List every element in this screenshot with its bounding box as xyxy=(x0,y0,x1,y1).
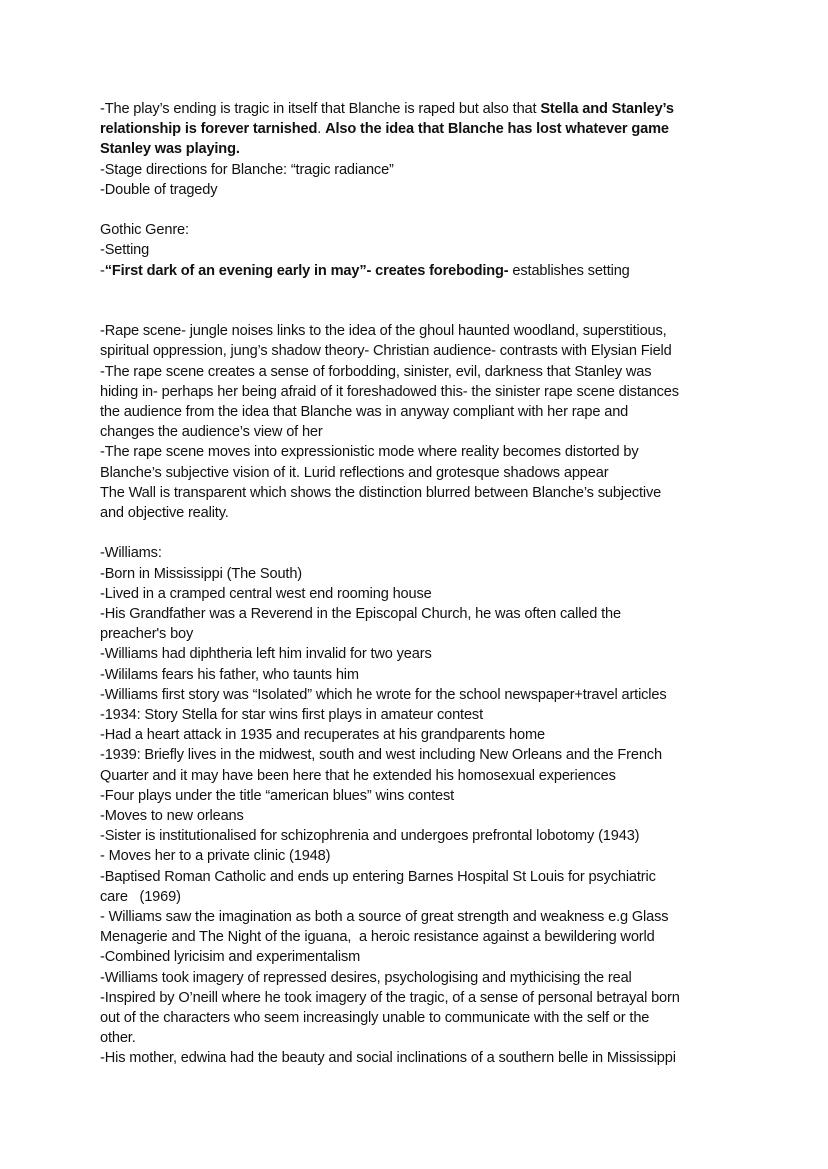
text-line: -1934: Story Stella for star wins first plays in amateur contest xyxy=(100,707,483,724)
text-run: -The play’s ending is tragic in itself that Blanche is raped but also that xyxy=(100,101,541,117)
text-line: -Combined lyricisim and experimentalism xyxy=(100,949,361,966)
gothic-section xyxy=(100,220,740,281)
ending-line-2 xyxy=(100,119,740,139)
text-line: -Born in Mississippi (The South) xyxy=(100,565,303,582)
bold-text-run: Stanley was playing. xyxy=(100,141,240,158)
blank-line xyxy=(100,281,740,301)
bold-text-run: “First dark of an evening early in may”- creates foreboding- xyxy=(104,262,509,279)
text-run: . xyxy=(317,121,326,138)
text-line: The Wall is transparent which shows the distinction blurred between Blanche’s subjective xyxy=(100,484,662,501)
text-line: the audience from the idea that Blanche was in anyway compliant with her rape and xyxy=(100,404,629,420)
blank-line xyxy=(100,301,740,321)
text-run: - xyxy=(100,262,105,279)
text-line: -Williams: xyxy=(100,545,162,562)
blank-line xyxy=(100,200,740,220)
bold-text-run: relationship is forever tarnished xyxy=(100,121,318,138)
text-line: -1939: Briefly lives in the midwest, south and west including New Orleans and the French xyxy=(100,747,662,764)
text-line: Menagerie and The Night of the iguana, a heroic resistance against a bewildering world xyxy=(100,929,655,946)
bold-text-run: Stella and Stanley’s xyxy=(540,101,674,117)
text-run: establishes setting xyxy=(508,262,630,279)
text-line: -His Grandfather was a Reverend in the Episcopal Church, he was often called the xyxy=(100,606,621,623)
text-line: -Had a heart attack in 1935 and recuperates at his grandparents home xyxy=(100,727,545,744)
text-line: - Moves her to a private clinic (1948) xyxy=(100,848,331,865)
text-line: and objective reality. xyxy=(100,505,229,522)
text-line: -Moves to new orleans xyxy=(100,808,244,825)
text-line: care (1969) xyxy=(100,888,181,905)
blank-line xyxy=(100,523,740,543)
text-line: -Williams took imagery of repressed desires, psychologising and mythicising the real xyxy=(100,969,632,986)
text-line: - Williams saw the imagination as both a source of great strength and weakness e.g Glass xyxy=(100,909,669,926)
text-line: out of the characters who seem increasingly unable to communicate with the self or the xyxy=(100,1010,650,1027)
text-line: Blanche’s subjective vision of it. Lurid reflections and grotesque shadows appear xyxy=(100,464,609,481)
ending-line-3 xyxy=(100,139,740,159)
setting-line: -Setting xyxy=(100,242,150,259)
text-line: -His mother, edwina had the beauty and social inclinations of a southern belle in Mississippi xyxy=(100,1050,676,1067)
text-line: -Four plays under the title “american blues” wins contest xyxy=(100,787,455,804)
text-line: -Sister is institutionalised for schizophrenia and undergoes prefrontal lobotomy (1943) xyxy=(100,828,640,845)
text-line: hiding in- perhaps her being afraid of it foreshadowed this- the sinister rape scene distances xyxy=(100,383,679,400)
text-line: -Williams first story was “Isolated” which he wrote for the school newspaper+travel articles xyxy=(100,686,667,703)
text-line: other. xyxy=(100,1030,136,1047)
quote-line xyxy=(100,261,740,281)
text-line: preacher's boy xyxy=(100,626,194,643)
text-line: Quarter and it may have been here that he extended his homosexual experiences xyxy=(100,767,616,784)
text-line: -Rape scene- jungle noises links to the idea of the ghoul haunted woodland, superstitious, xyxy=(100,323,667,340)
text-line: -Baptised Roman Catholic and ends up entering Barnes Hospital St Louis for psychiatric xyxy=(100,868,656,885)
text-line: -The rape scene creates a sense of forbodding, sinister, evil, darkness that Stanley was xyxy=(100,363,652,380)
text-line: -Inspired by O’neill where he took imagery of the tragic, of a sense of personal betrayal born xyxy=(100,989,680,1006)
text-line: spiritual oppression, jung’s shadow theory- Christian audience- contrasts with Elysian Field xyxy=(100,343,672,360)
ending-line-1 xyxy=(100,99,740,119)
text-line: changes the audience’s view of her xyxy=(100,424,323,441)
bold-text-run: Also the idea that Blanche has lost whatever game xyxy=(325,121,669,138)
williams-section xyxy=(100,543,740,1068)
tragedy-section xyxy=(100,99,740,200)
rape-scene-section xyxy=(100,321,740,523)
stage-directions-line: -Stage directions for Blanche: “tragic radiance” xyxy=(100,161,394,178)
document-page xyxy=(100,99,740,1069)
text-line: -The rape scene moves into expressionistic mode where reality becomes distorted by xyxy=(100,444,639,461)
text-line: -Lived in a cramped central west end rooming house xyxy=(100,585,432,602)
text-line: -Williams had diphtheria left him invalid for two years xyxy=(100,646,432,663)
gothic-heading: Gothic Genre: xyxy=(100,222,189,239)
text-line: -Wililams fears his father, who taunts him xyxy=(100,666,359,683)
double-tragedy-line: -Double of tragedy xyxy=(100,181,218,198)
